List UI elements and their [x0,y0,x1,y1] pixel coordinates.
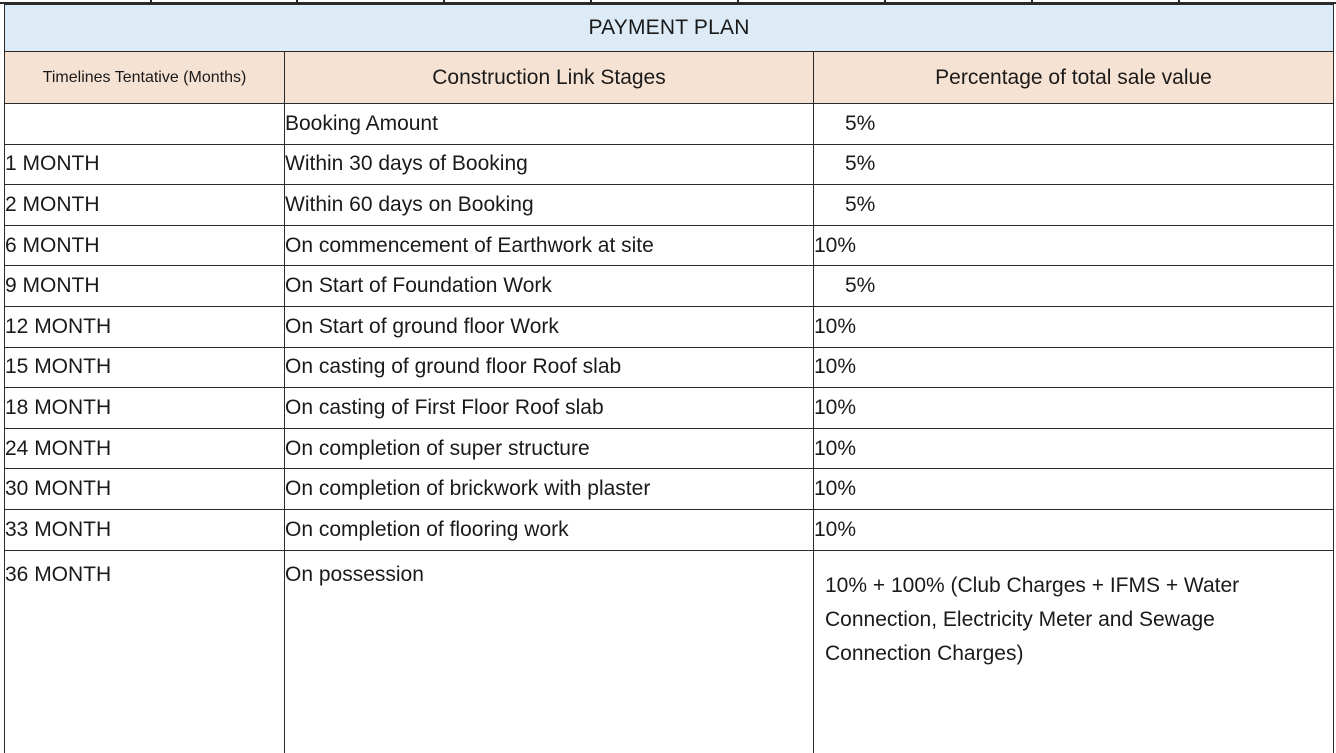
stage-cell: Within 60 days on Booking [285,185,814,226]
table-row [5,185,1334,226]
percentage-cell: 10% + 100% (Club Charges + IFMS + Water Connection, Electricity Meter and Sewage Connection Charges) [814,550,1334,753]
timeline-cell: 18 MONTH [5,388,285,429]
percentage-cell: 10% [814,428,1334,469]
percentage-cell: 5% [814,185,1334,226]
percentage-cell: 10% [814,388,1334,429]
table-row [5,509,1334,550]
table-row [5,225,1334,266]
stage-cell: On casting of ground floor Roof slab [285,347,814,388]
percentage-cell: 5% [814,104,1334,145]
percentage-cell: 10% [814,225,1334,266]
payment-plan-table [4,4,1334,753]
stage-cell: On casting of First Floor Roof slab [285,388,814,429]
percentage-cell: 10% [814,509,1334,550]
timeline-cell: 15 MONTH [5,347,285,388]
table-row [5,550,1334,753]
table-row [5,428,1334,469]
timeline-cell [5,104,285,145]
timeline-cell: 9 MONTH [5,266,285,307]
timeline-cell: 2 MONTH [5,185,285,226]
table-row [5,144,1334,185]
stage-cell: On commencement of Earthwork at site [285,225,814,266]
stage-cell: On possession [285,550,814,753]
stage-cell: Booking Amount [285,104,814,145]
percentage-cell: 10% [814,347,1334,388]
timeline-cell: 24 MONTH [5,428,285,469]
timeline-cell: 1 MONTH [5,144,285,185]
table-row [5,347,1334,388]
stage-cell: On completion of flooring work [285,509,814,550]
stage-cell: On Start of ground floor Work [285,306,814,347]
timeline-cell: 30 MONTH [5,469,285,510]
stage-cell: Within 30 days of Booking [285,144,814,185]
table-row [5,266,1334,307]
percentage-cell: 10% [814,306,1334,347]
timeline-cell: 12 MONTH [5,306,285,347]
stage-cell: On completion of super structure [285,428,814,469]
percentage-cell: 5% [814,266,1334,307]
percentage-cell: 5% [814,144,1334,185]
table-title: PAYMENT PLAN [5,5,1334,52]
header-stage: Construction Link Stages [285,52,814,104]
percentage-cell: 10% [814,469,1334,510]
timeline-cell: 33 MONTH [5,509,285,550]
table-row [5,469,1334,510]
stage-cell: On completion of brickwork with plaster [285,469,814,510]
header-timeline: Timelines Tentative (Months) [5,52,285,104]
timeline-cell: 6 MONTH [5,225,285,266]
header-percentage: Percentage of total sale value [814,52,1334,104]
table-row [5,388,1334,429]
table-row [5,306,1334,347]
timeline-cell: 36 MONTH [5,550,285,753]
stage-cell: On Start of Foundation Work [285,266,814,307]
table-row [5,104,1334,145]
